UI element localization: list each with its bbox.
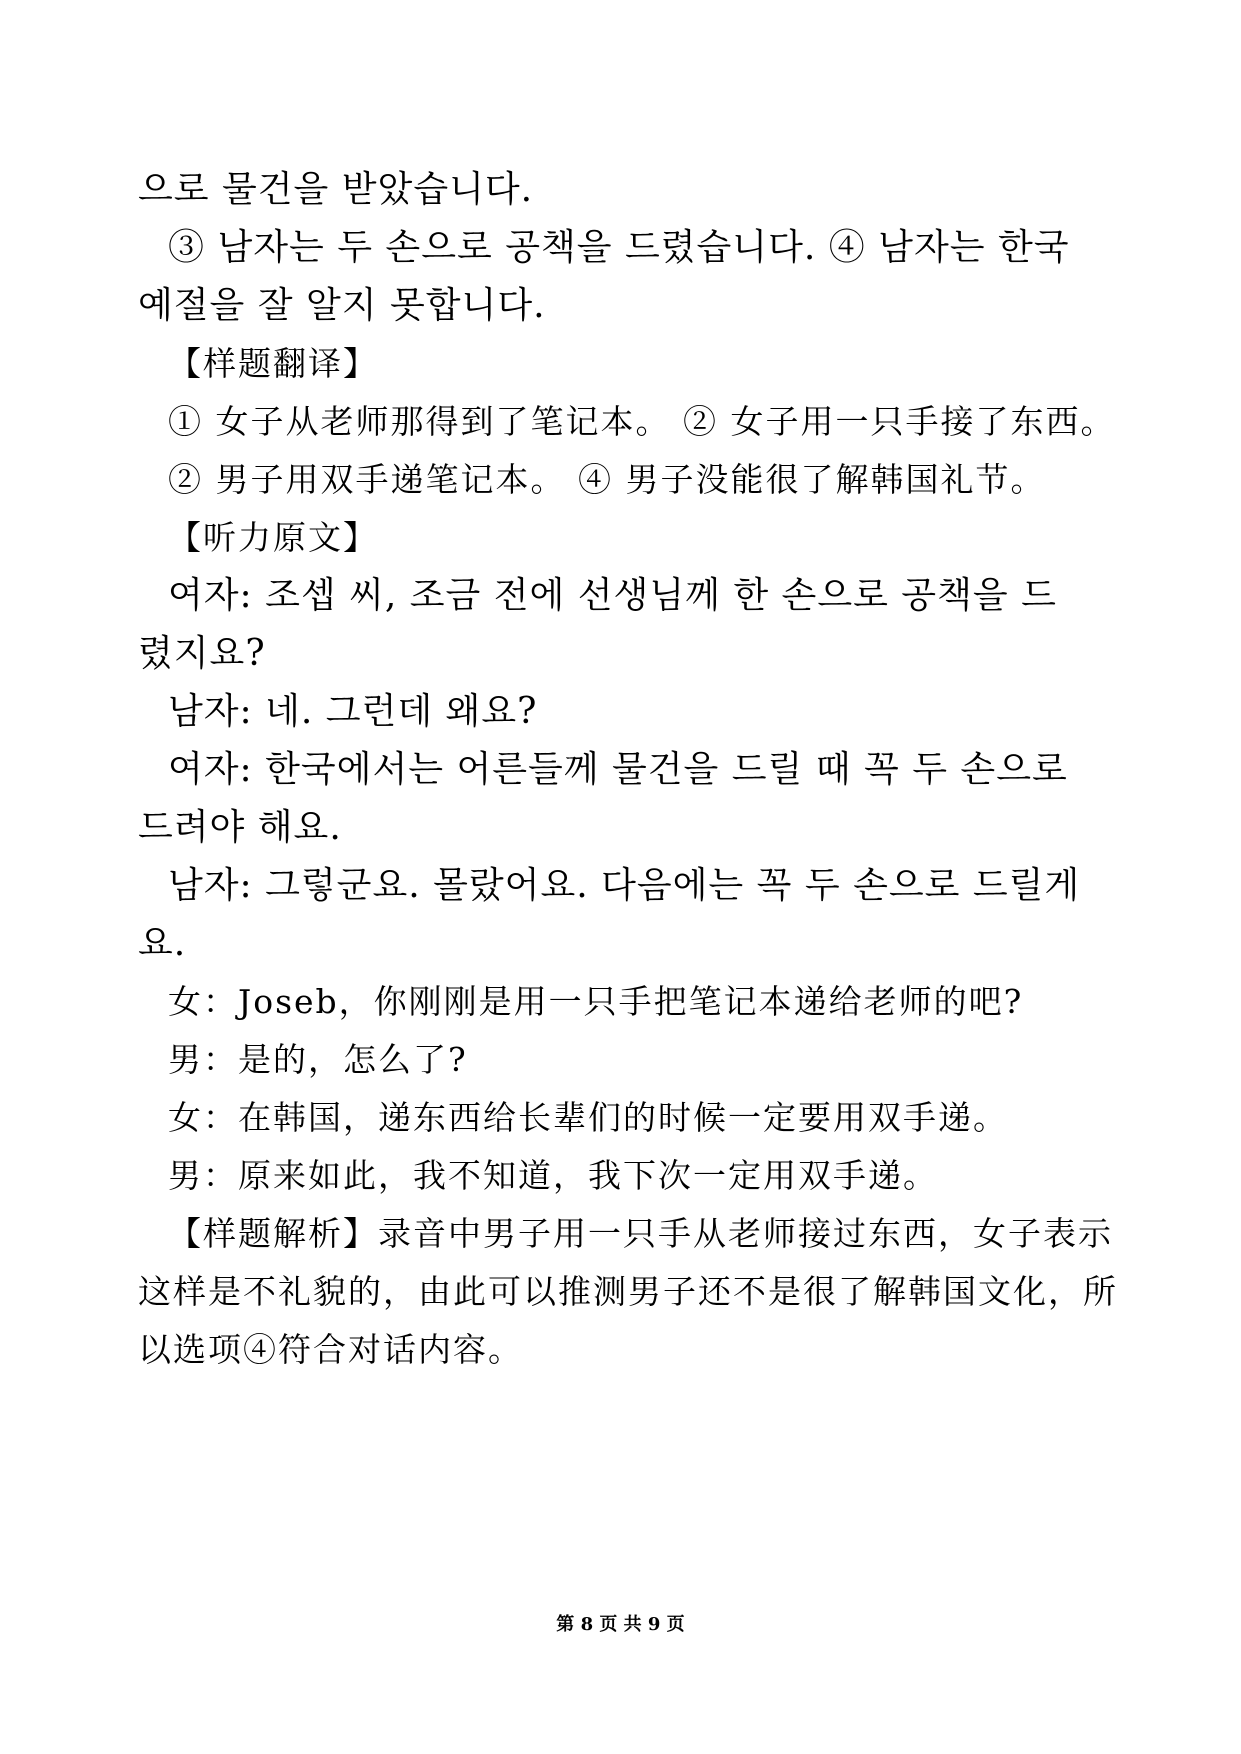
- text-line-5: ① 女子从老师那得到了笔记本。 ② 女子用一只手接了东西。: [168, 402, 1116, 441]
- text-line-20: 这样是不礼貌的，由此可以推测男子还不是很了解韩国文化，所: [138, 1272, 1118, 1311]
- text-line-21: 以选项④符合对话内容。: [138, 1330, 523, 1369]
- page-number-footer: 第 8 页 共 9 页: [556, 1614, 685, 1635]
- text-line-13: 남자: 그렇군요. 몰랐어요. 다음에는 꼭 두 손으로 드릴게: [168, 865, 1081, 906]
- text-line-14: 요.: [138, 923, 187, 964]
- text-line-1: 으로 물건을 받았습니다.: [138, 169, 534, 210]
- text-line-9: 렸지요?: [138, 633, 266, 674]
- text-line-18: 男：原来如此，我不知道，我下次一定用双手递。: [168, 1156, 938, 1195]
- text-line-11: 여자: 한국에서는 어른들께 물건을 드릴 때 꼭 두 손으로: [168, 749, 1068, 790]
- section-heading-analysis: 【样题解析】录音中男子用一只手从老师接过东西，女子表示: [168, 1214, 1113, 1253]
- text-line-10: 남자: 네. 그런데 왜요?: [168, 691, 538, 732]
- text-line-16: 男：是的，怎么了?: [168, 1040, 468, 1079]
- section-heading-translation: 【样题翻译】: [168, 344, 378, 383]
- text-line-3: 예절을 잘 알지 못합니다.: [138, 285, 546, 326]
- section-heading-transcript: 【听力原文】: [168, 518, 378, 557]
- text-line-8: 여자: 조셉 씨, 조금 전에 선생님께 한 손으로 공책을 드: [168, 575, 1057, 616]
- text-line-17: 女：在韩国，递东西给长辈们的时候一定要用双手递。: [168, 1098, 1008, 1137]
- text-line-12: 드려야 해요.: [138, 807, 342, 848]
- text-line-6: ② 男子用双手递笔记本。 ④ 男子没能很了解韩国礼节。: [168, 460, 1046, 499]
- text-line-2: ③ 남자는 두 손으로 공책을 드렸습니다. ④ 남자는 한국: [168, 227, 1070, 268]
- text-line-15: 女：Joseb，你刚刚是用一只手把笔记本递给老师的吧?: [168, 982, 1024, 1021]
